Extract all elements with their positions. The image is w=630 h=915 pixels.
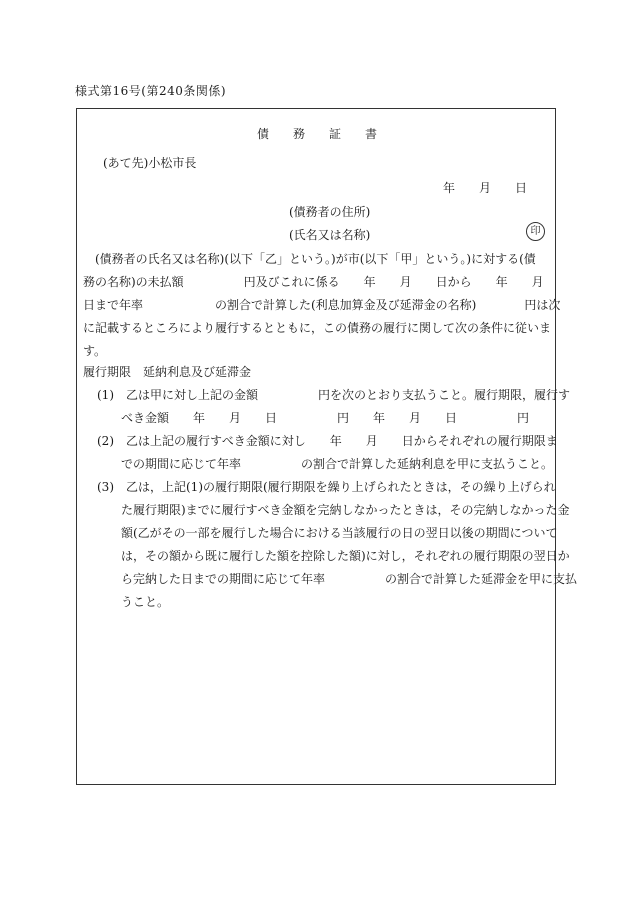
body-line: 務の名称)の未払額 円及びこれに係る 年 月 日から 年 月 [83,275,544,289]
section-heading: 履行期限 延納利息及び延滞金 [83,365,252,379]
condition-line: た履行期限)までに履行すべき金額を完納しなかったときは，その完納しなかった金 [97,503,570,517]
title-char: 務 [292,127,305,141]
condition-line: (2) 乙は上記の履行すべき金額に対し 年 月 日からそれぞれの履行期限ま [97,434,558,448]
form-number: 様式第16号(第240条関係) [75,84,227,98]
debtor-address-label: (債務者の住所) [289,205,371,219]
body-line: す。 [83,344,107,358]
addressee: (あて先)小松市長 [103,156,197,170]
debtor-name-label: (氏名又は名称) [289,228,371,242]
body-line: 日まで年率 の割合で計算した(利息加算金及び延滞金の名称) 円は次 [83,298,561,312]
body-line: (債務者の氏名又は名称)(以下「乙」という。)が市(以下「甲」という。)に対する(債 [83,252,536,266]
condition-line: (1) 乙は甲に対し上記の金額 円を次のとおり支払うこと。履行期限，履行す [97,388,571,402]
date-line: 年 月 日 [443,181,528,195]
document-frame [76,108,578,785]
document-title [257,125,377,142]
condition-line: べき金額 年 月 日 円 年 月 日 円 [97,411,530,425]
title-char: 書 [364,127,377,141]
body-line: に記載するところにより履行するとともに，この債務の履行に関して次の条件に従いま [83,321,552,335]
condition-line: (3) 乙は，上記(1)の履行期限(履行期限を繰り上げられたときは，その繰り上げられ [97,480,556,494]
condition-line: での期間に応じて年率 の割合で計算した延納利息を甲に支払うこと。 [97,457,554,471]
title-char: 債 [257,127,270,141]
title-char: 証 [328,127,341,141]
seal-icon: 印 [526,222,545,241]
condition-line: ら完納した日までの期間に応じて年率 の割合で計算した延滞金を甲に支払 [97,572,578,586]
condition-line: は，その額から既に履行した額を控除した額)に対し，それぞれの履行期限の翌日か [97,549,570,563]
condition-line: うこと。 [97,595,170,609]
condition-line: 額(乙がその一部を履行した場合における当該履行の日の翌日以後の期間について [97,526,558,540]
